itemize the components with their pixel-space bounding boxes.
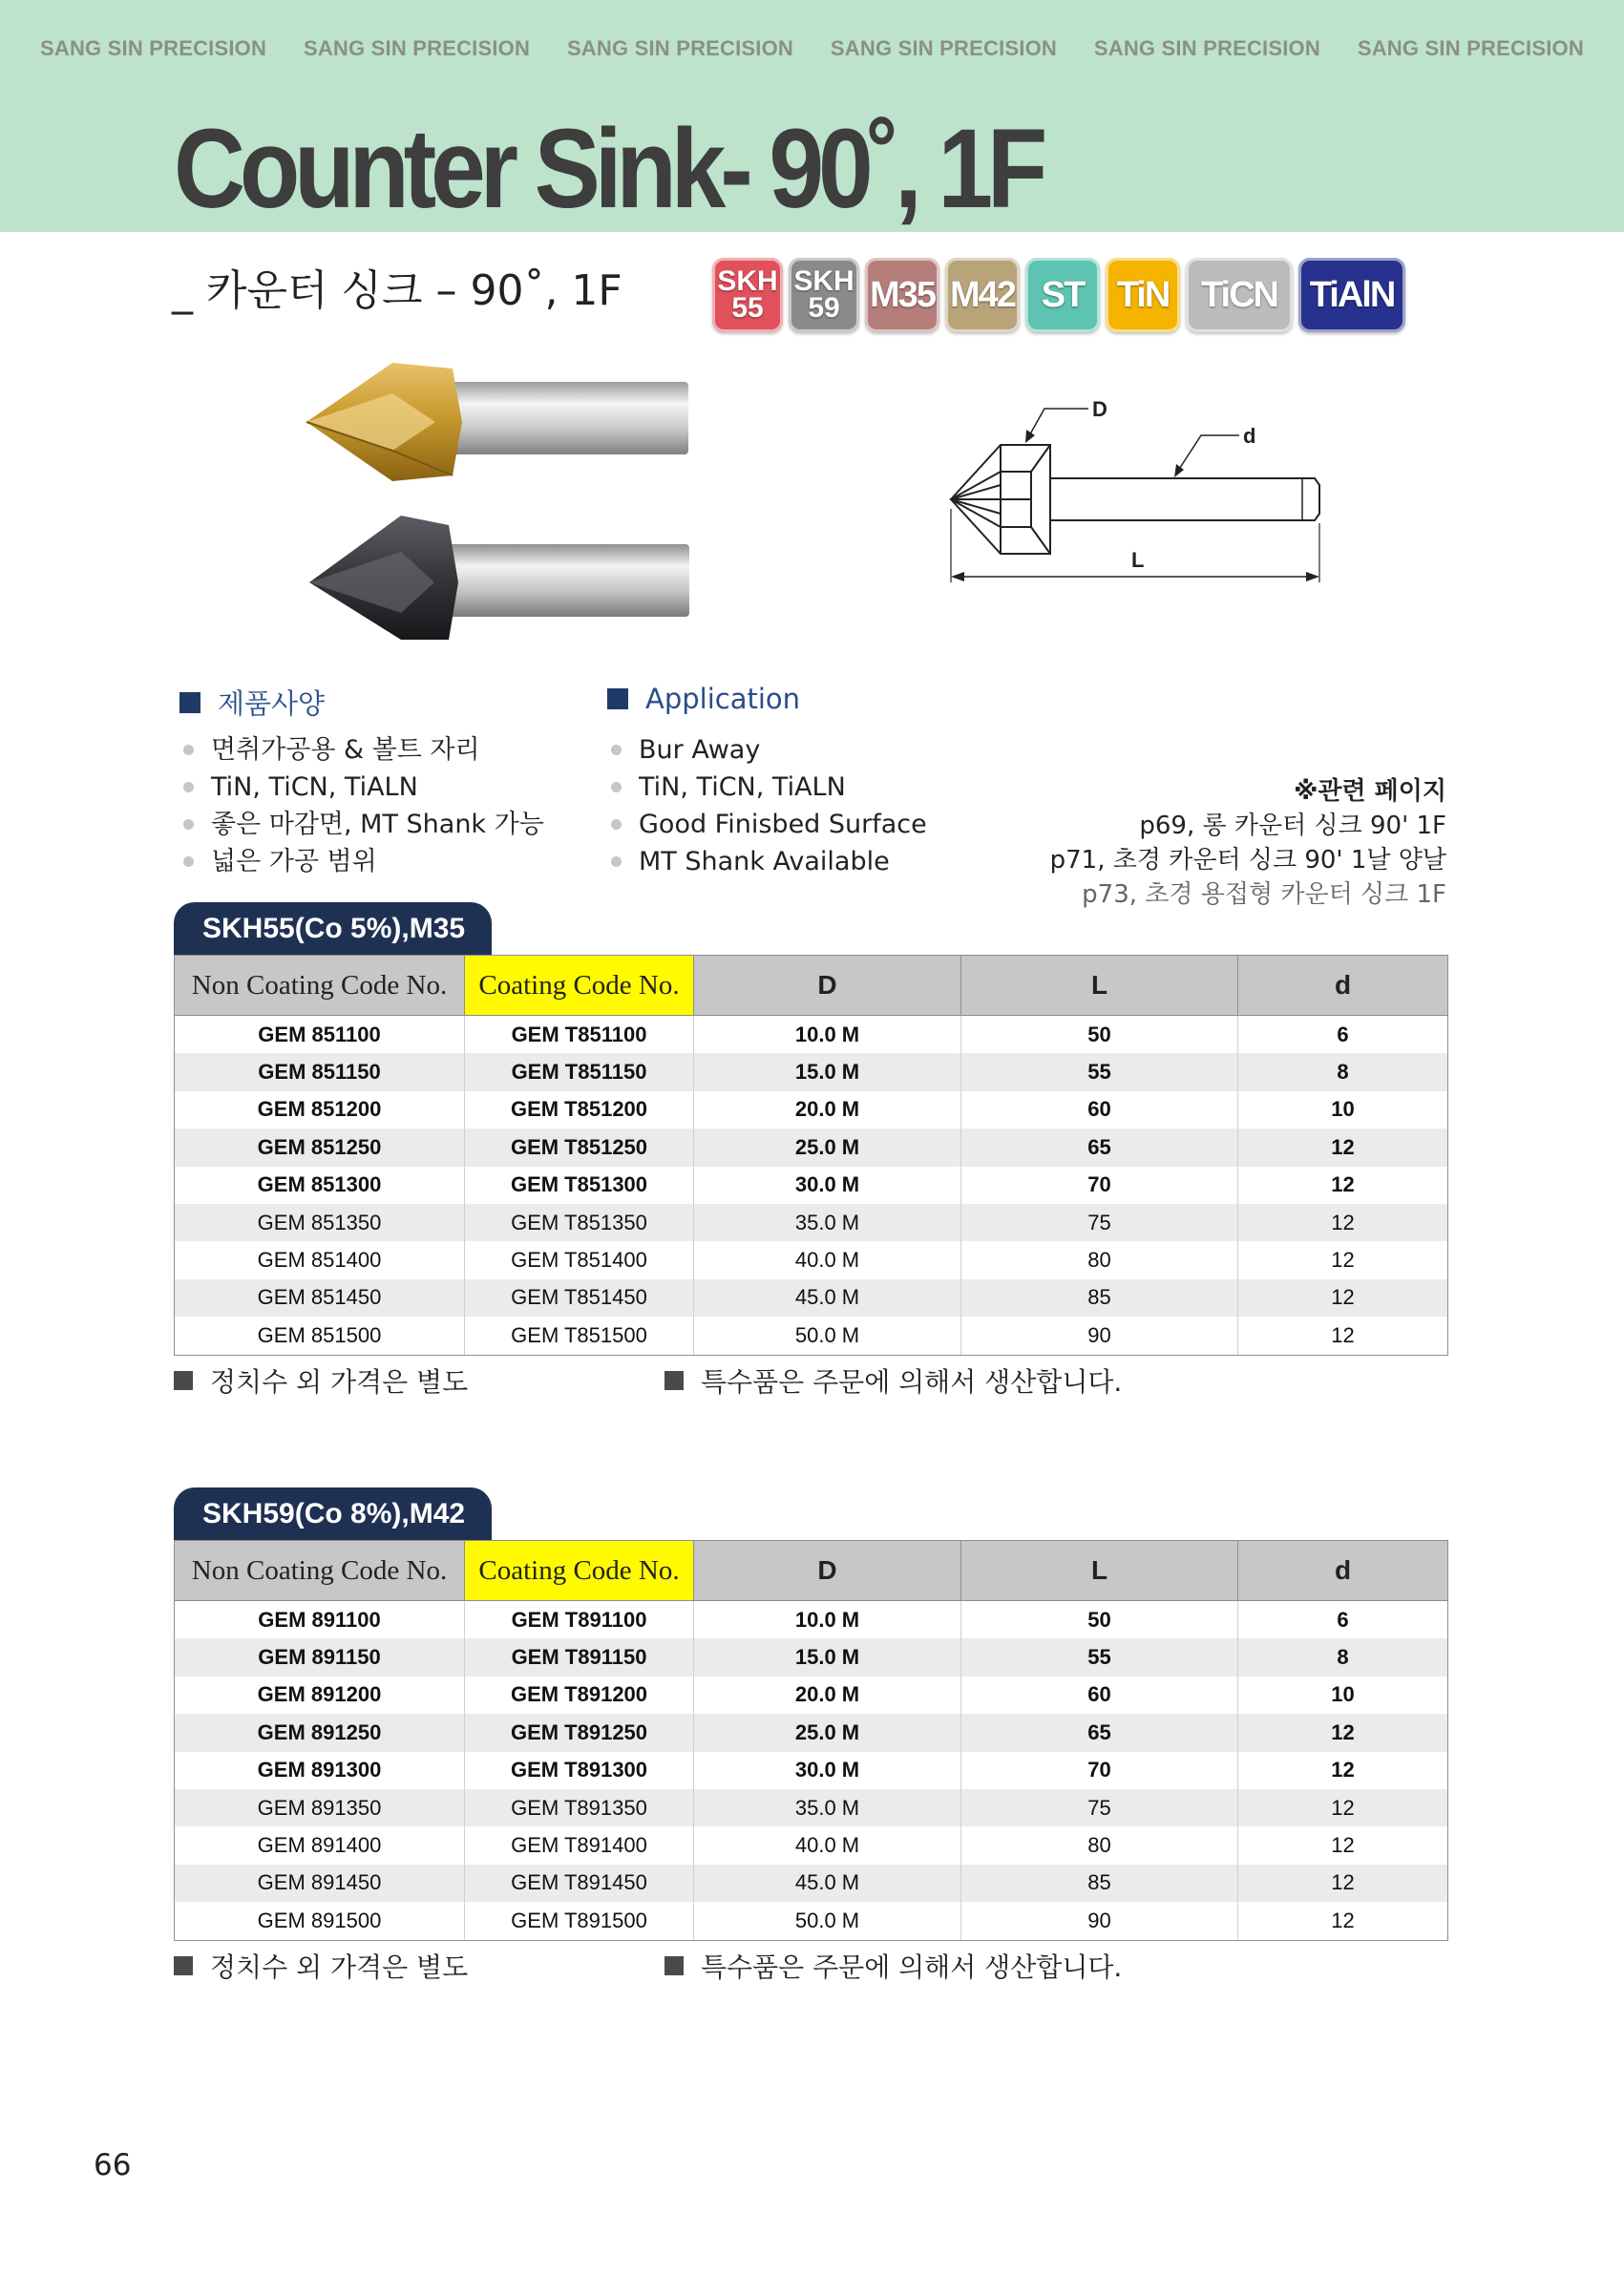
note-price: 정치수 외 가격은 별도 [174, 1361, 468, 1400]
table-row: GEM 851150 GEM T851150 15.0 M 55 8 [175, 1053, 1448, 1090]
table-row: GEM 891100 GEM T891100 10.0 M 50 6 [175, 1601, 1448, 1639]
brand-text: SANG SIN PRECISION [1357, 36, 1584, 60]
table-row: GEM 851400 GEM T851400 40.0 M 80 12 [175, 1241, 1448, 1278]
brand-text: SANG SIN PRECISION [40, 36, 267, 60]
square-bullet-icon [664, 1956, 684, 1975]
table-row: GEM 891350 GEM T891350 35.0 M 75 12 [175, 1789, 1448, 1826]
brand-text: SANG SIN PRECISION [566, 36, 794, 60]
page-number: 66 [94, 2148, 132, 2183]
table-row: GEM 891200 GEM T891200 20.0 M 60 10 [175, 1677, 1448, 1714]
application-list [611, 731, 927, 880]
application-heading: Application [607, 683, 800, 715]
note-special-order: 특수품은 주문에 의해서 생산합니다. [664, 1361, 1122, 1400]
table-row: GEM 891250 GEM T891250 25.0 M 65 12 [175, 1714, 1448, 1751]
brand-row [0, 36, 1624, 61]
spec-table-skh55 [174, 955, 1448, 1356]
list-item: 면취가공용 & 볼트 자리 [183, 731, 544, 769]
col-coating: Coating Code No. [465, 1541, 694, 1601]
related-link: p71, 초경 카운터 싱크 90' 1날 양날 [1049, 846, 1446, 875]
brand-text: SANG SIN PRECISION [303, 36, 531, 60]
label-D: D [1092, 397, 1107, 421]
list-item: TiN, TiCN, TiALN [611, 769, 927, 806]
col-D: D [694, 956, 961, 1016]
square-bullet-icon [664, 1371, 684, 1390]
black-countersink-photo [306, 506, 693, 640]
badge-m35: M35 [865, 258, 939, 332]
list-item: Good Finisbed Surface [611, 806, 927, 843]
square-bullet-icon [174, 1371, 193, 1390]
material-badges [712, 258, 1405, 332]
table-row: GEM 851100 GEM T851100 10.0 M 50 6 [175, 1016, 1448, 1054]
square-bullet-icon [179, 692, 200, 713]
related-heading: ※관련 페이지 [1294, 777, 1446, 806]
related-pages [1050, 774, 1446, 912]
specs-list [183, 731, 544, 880]
specs-heading: 제품사양 [179, 683, 325, 722]
related-link: p73, 초경 용접형 카운터 싱크 1F [1082, 880, 1446, 909]
note-price: 정치수 외 가격은 별도 [174, 1947, 468, 1985]
table-row: GEM 851350 GEM T851350 35.0 M 75 12 [175, 1204, 1448, 1241]
col-L: L [961, 956, 1238, 1016]
table-row: GEM 891450 GEM T891450 45.0 M 85 12 [175, 1865, 1448, 1902]
page-title: Counter Sink- 90˚, 1F [174, 106, 1043, 232]
note-special-order: 특수품은 주문에 의해서 생산합니다. [664, 1947, 1122, 1985]
table-row: GEM 891400 GEM T891400 40.0 M 80 12 [175, 1826, 1448, 1864]
badge-m42: M42 [945, 258, 1020, 332]
list-item: 넓은 가공 범위 [183, 843, 544, 880]
table-row: GEM 851500 GEM T851500 50.0 M 90 12 [175, 1317, 1448, 1355]
list-item: 좋은 마감면, MT Shank 가능 [183, 806, 544, 843]
table-row: GEM 891300 GEM T891300 30.0 M 70 12 [175, 1752, 1448, 1789]
related-link: p69, 롱 카운터 싱크 90' 1F [1139, 812, 1446, 840]
table-row: GEM 851250 GEM T851250 25.0 M 65 12 [175, 1128, 1448, 1166]
label-d: d [1243, 424, 1256, 448]
list-item: Bur Away [611, 731, 927, 769]
badge-skh59: SKH 59 [789, 258, 859, 332]
square-bullet-icon [174, 1956, 193, 1975]
table-row: GEM 851450 GEM T851450 45.0 M 85 12 [175, 1279, 1448, 1317]
dimension-diagram [936, 390, 1337, 609]
col-D: D [694, 1541, 961, 1601]
col-coating: Coating Code No. [465, 956, 694, 1016]
col-non-coating: Non Coating Code No. [175, 1541, 465, 1601]
list-item: TiN, TiCN, TiALN [183, 769, 544, 806]
spec-table-skh59 [174, 1540, 1448, 1941]
table-1-label: SKH55(Co 5%),M35 [174, 902, 492, 956]
table-row: GEM 851200 GEM T851200 20.0 M 60 10 [175, 1091, 1448, 1128]
list-item: MT Shank Available [611, 843, 927, 880]
badge-tialn: TiAlN [1298, 258, 1405, 332]
badge-tin: TiN [1106, 258, 1180, 332]
page-subtitle: _ 카운터 싱크 – 90˚, 1F [172, 266, 622, 315]
badge-ticn: TiCN [1186, 258, 1293, 332]
table-2-label: SKH59(Co 8%),M42 [174, 1487, 492, 1541]
square-bullet-icon [607, 688, 628, 709]
badge-st: ST [1025, 258, 1100, 332]
gold-countersink-photo [302, 355, 693, 489]
col-L: L [961, 1541, 1238, 1601]
table-row: GEM 851300 GEM T851300 30.0 M 70 12 [175, 1167, 1448, 1204]
table-row: GEM 891150 GEM T891150 15.0 M 55 8 [175, 1638, 1448, 1676]
table-row: GEM 891500 GEM T891500 50.0 M 90 12 [175, 1902, 1448, 1940]
col-d: d [1238, 1541, 1448, 1601]
label-L: L [1131, 548, 1145, 572]
badge-skh55: SKH 55 [712, 258, 783, 332]
col-non-coating: Non Coating Code No. [175, 956, 465, 1016]
col-d: d [1238, 956, 1448, 1016]
brand-text: SANG SIN PRECISION [830, 36, 1057, 60]
brand-text: SANG SIN PRECISION [1093, 36, 1320, 60]
